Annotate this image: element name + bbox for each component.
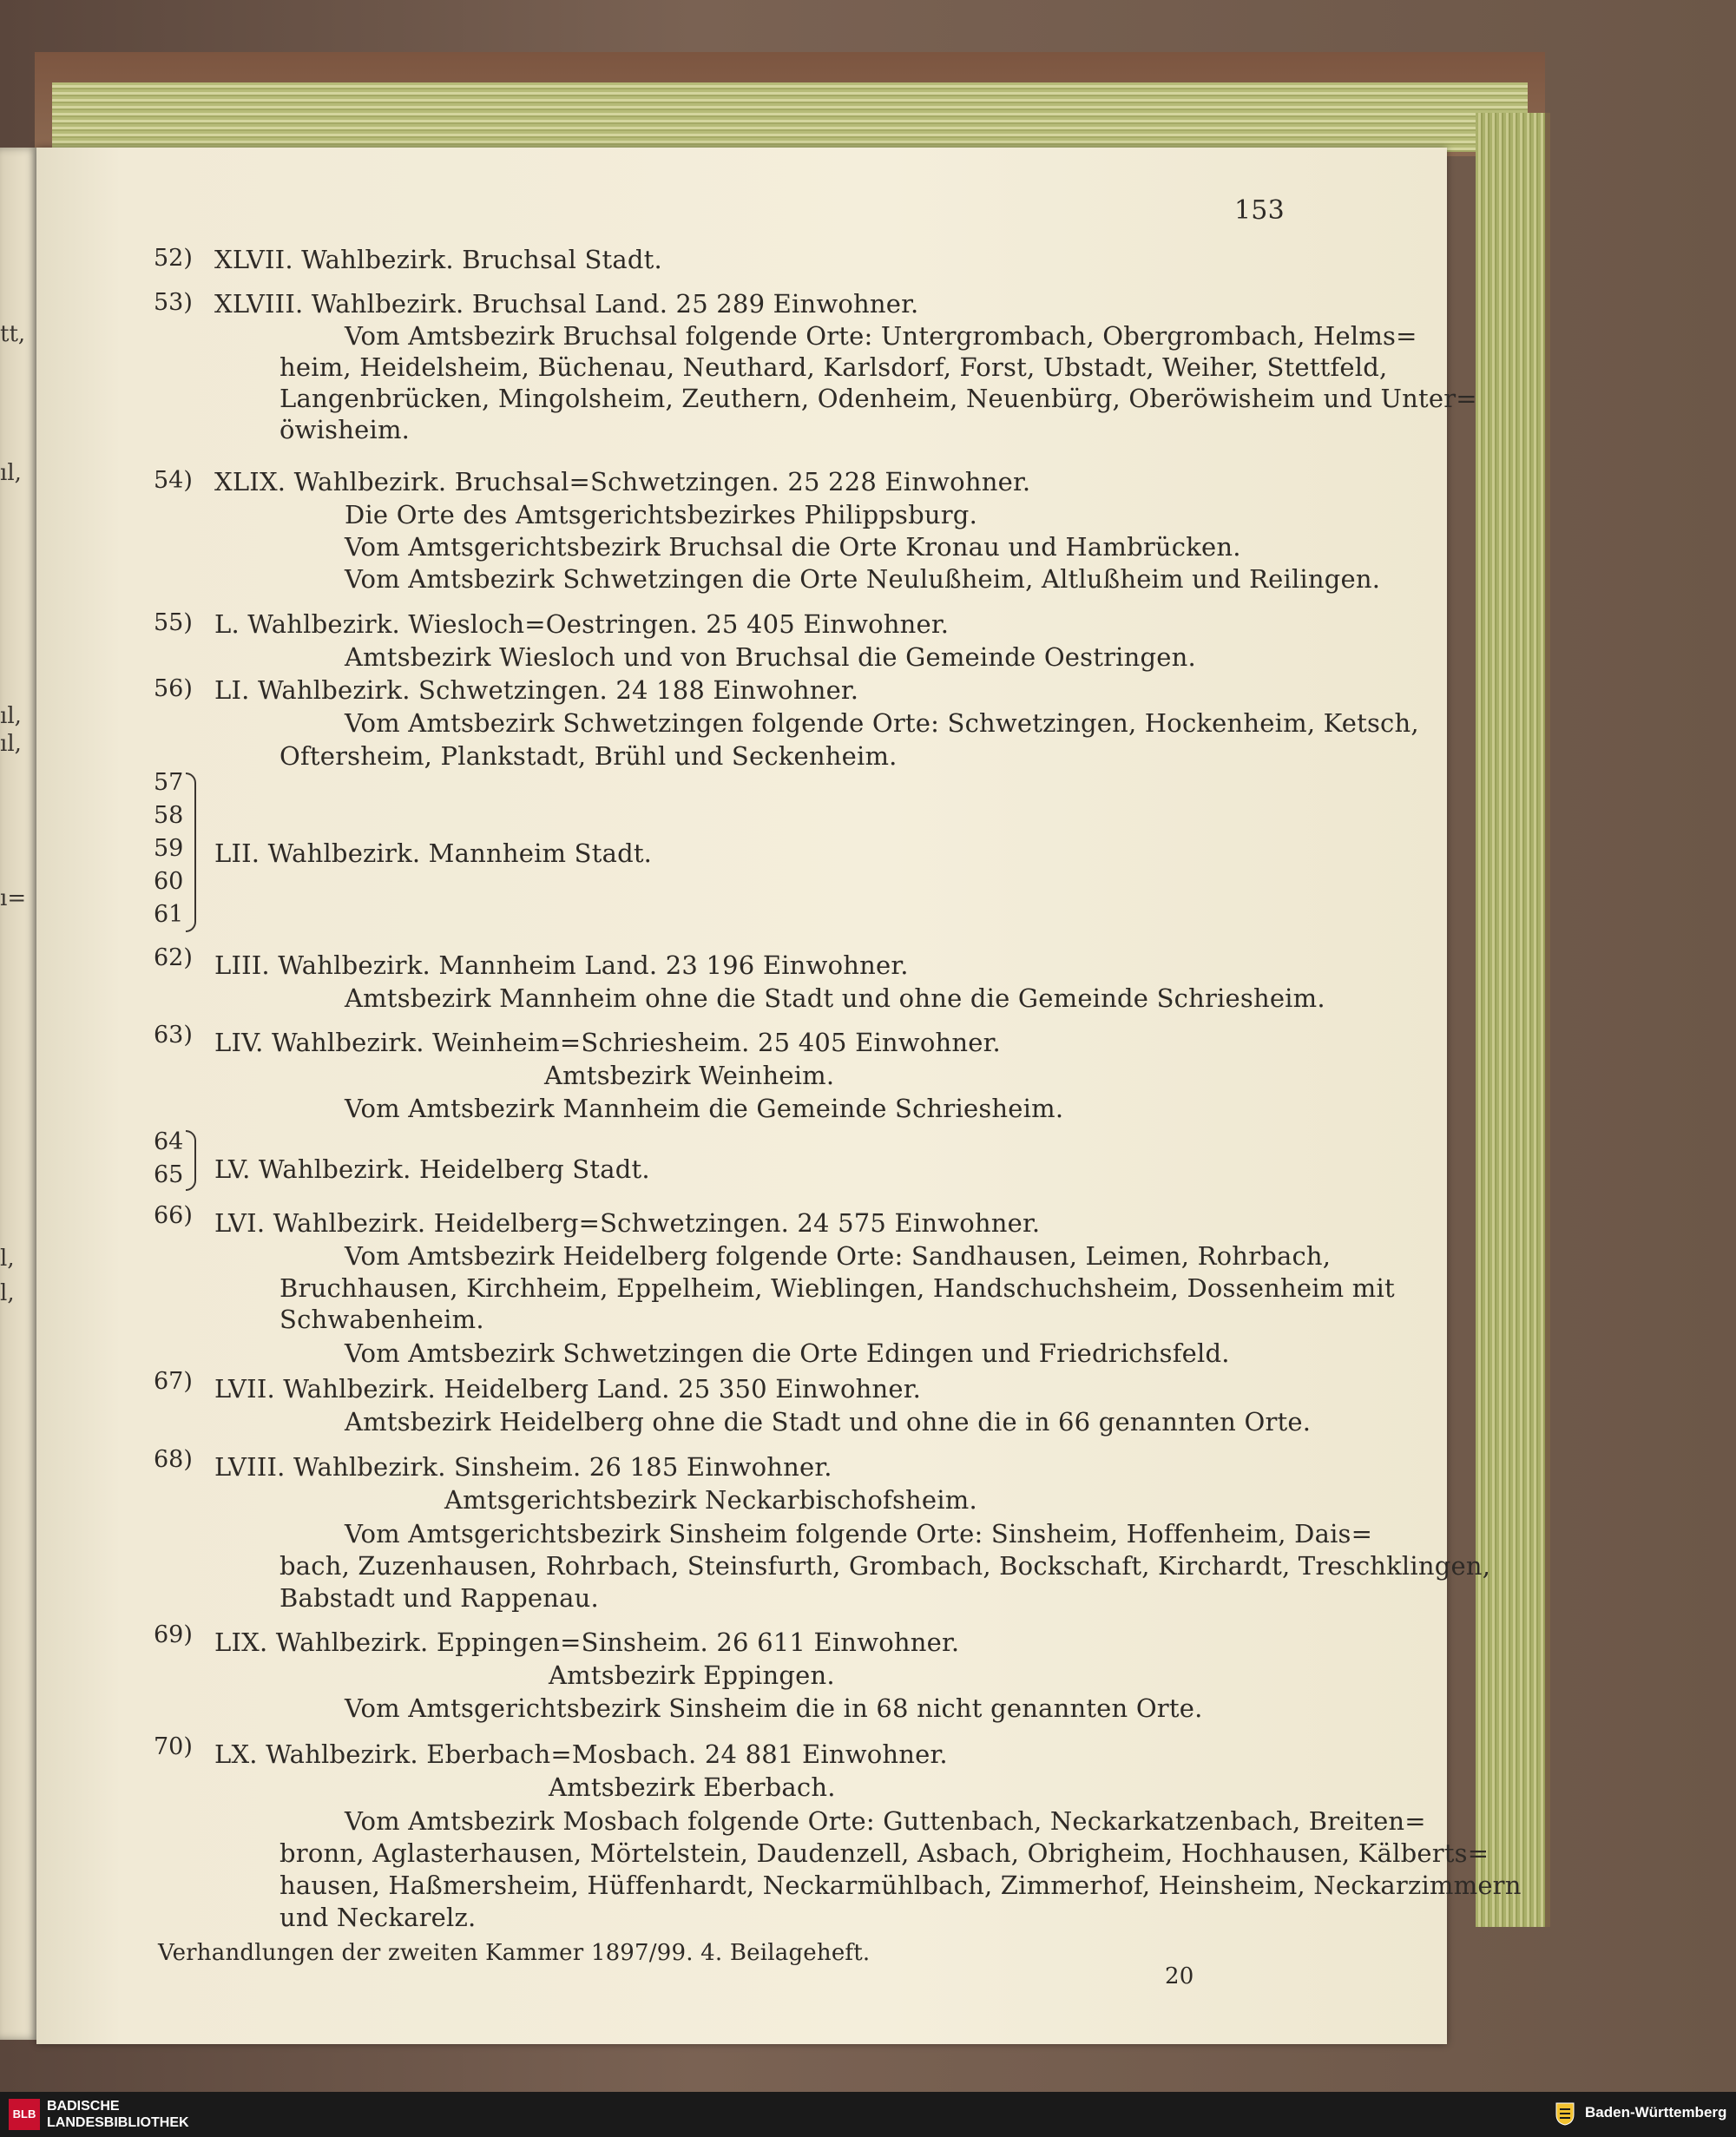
- entry-number: 60: [154, 868, 184, 895]
- entry-number: 67): [154, 1368, 193, 1395]
- entry-number: 55): [154, 609, 193, 636]
- entry-text: Oftersheim, Plankstadt, Brühl und Seckenheim.: [279, 741, 898, 771]
- entry-text: Vom Amtsgerichtsbezirk Sinsheim folgende Orte: Sinsheim, Hoffenheim, Dais=: [345, 1519, 1373, 1549]
- signature-mark: 20: [1165, 1963, 1194, 1989]
- entry-number: 54): [154, 467, 193, 494]
- entry-text: Amtsbezirk Eberbach.: [549, 1772, 836, 1802]
- left-fragment: l,: [0, 1246, 15, 1272]
- entry-text: Vom Amtsbezirk Mannheim die Gemeinde Schriesheim.: [345, 1094, 1064, 1123]
- bracket: [186, 773, 196, 932]
- entry-heading: LVII. Wahlbezirk. Heidelberg Land. 25 350 Einwohner.: [214, 1374, 922, 1404]
- entry-number: 58: [154, 802, 184, 829]
- entry-heading: LVI. Wahlbezirk. Heidelberg=Schwetzingen. 24 575 Einwohner.: [214, 1208, 1041, 1238]
- entry-number: 62): [154, 944, 193, 971]
- entry-text: bronn, Aglasterhausen, Mörtelstein, Daudenzell, Asbach, Obrigheim, Hochhausen, Kälberts=: [279, 1838, 1489, 1868]
- entry-heading: XLVII. Wahlbezirk. Bruchsal Stadt.: [214, 245, 662, 274]
- blb-name-line: BADISCHE: [47, 2099, 120, 2114]
- entry-text: Vom Amtsgerichtsbezirk Bruchsal die Orte Kronau und Hambrücken.: [345, 532, 1241, 562]
- entry-number: 65: [154, 1161, 184, 1188]
- entry-text: Bruchhausen, Kirchheim, Eppelheim, Wieblingen, Handschuchsheim, Dossenheim mit: [279, 1273, 1395, 1303]
- page-footer: Verhandlungen der zweiten Kammer 1897/99. 4. Beilageheft.: [158, 1940, 871, 1966]
- entry-number: 57: [154, 769, 184, 796]
- entry-text: Die Orte des Amtsgerichtsbezirkes Philippsburg.: [345, 500, 977, 529]
- entry-number: 68): [154, 1446, 193, 1473]
- blb-name[interactable]: [47, 2098, 189, 2131]
- left-fragment: tt,: [0, 321, 26, 347]
- entry-heading: L. Wahlbezirk. Wiesloch=Oestringen. 25 405 Einwohner.: [214, 609, 950, 639]
- entry-text: Babstadt und Rappenau.: [279, 1583, 599, 1613]
- left-page-edge: [0, 148, 38, 2040]
- entry-text: hausen, Haßmersheim, Hüffenhardt, Neckarmühlbach, Zimmerhof, Heinsheim, Neckarzimmern: [279, 1871, 1522, 1900]
- left-fragment: ıl,: [0, 731, 22, 757]
- entry-text: Vom Amtsbezirk Schwetzingen folgende Orte: Schwetzingen, Hockenheim, Ketsch,: [345, 708, 1419, 738]
- entry-text: Amtsbezirk Eppingen.: [549, 1660, 835, 1690]
- entry-number: 53): [154, 289, 193, 316]
- entry-text: Langenbrücken, Mingolsheim, Zeuthern, Odenheim, Neuenbürg, Oberöwisheim und Unter=: [279, 384, 1477, 413]
- blb-logo[interactable]: BLB: [9, 2099, 40, 2130]
- entry-text: Vom Amtsbezirk Schwetzingen die Orte Neulußheim, Altlußheim und Reilingen.: [345, 564, 1381, 594]
- entry-text: heim, Heidelsheim, Büchenau, Neuthard, Karlsdorf, Forst, Ubstadt, Weiher, Stettfeld,: [279, 352, 1388, 382]
- entry-number: 56): [154, 675, 193, 702]
- entry-text: Amtsbezirk Wiesloch und von Bruchsal die Gemeinde Oestringen.: [345, 642, 1196, 672]
- bw-coat-of-arms-icon: [1552, 2101, 1578, 2127]
- viewer-footer: [0, 2092, 1736, 2137]
- left-fragment: ı=: [0, 885, 27, 911]
- blb-name-line: LANDESBIBLIOTHEK: [47, 2115, 189, 2130]
- entry-heading: XLVIII. Wahlbezirk. Bruchsal Land. 25 289 Einwohner.: [214, 289, 919, 319]
- entry-text: Schwabenheim.: [279, 1305, 484, 1334]
- entry-number: 61: [154, 901, 184, 928]
- bw-name[interactable]: Baden-Württemberg: [1585, 2104, 1727, 2121]
- book-page: [36, 148, 1522, 2044]
- page-edges-right: [1476, 113, 1550, 1927]
- entry-heading: LIX. Wahlbezirk. Eppingen=Sinsheim. 26 611 Einwohner.: [214, 1627, 960, 1657]
- left-fragment: l,: [0, 1280, 15, 1306]
- entry-heading: LX. Wahlbezirk. Eberbach=Mosbach. 24 881 Einwohner.: [214, 1739, 948, 1769]
- entry-text: und Neckarelz.: [279, 1903, 477, 1932]
- entry-heading: LV. Wahlbezirk. Heidelberg Stadt.: [214, 1154, 650, 1184]
- entry-heading: LI. Wahlbezirk. Schwetzingen. 24 188 Einwohner.: [214, 675, 859, 705]
- entry-number: 66): [154, 1202, 193, 1229]
- left-fragment: ıl,: [0, 460, 22, 486]
- entry-heading: LIV. Wahlbezirk. Weinheim=Schriesheim. 25 405 Einwohner.: [214, 1028, 1001, 1057]
- entry-heading: LII. Wahlbezirk. Mannheim Stadt.: [214, 838, 653, 868]
- entry-heading: XLIX. Wahlbezirk. Bruchsal=Schwetzingen. 25 228 Einwohner.: [214, 467, 1031, 496]
- entry-number: 59: [154, 835, 184, 862]
- entry-text: öwisheim.: [279, 415, 411, 444]
- entry-text: Vom Amtsbezirk Mosbach folgende Orte: Guttenbach, Neckarkatzenbach, Breiten=: [345, 1806, 1426, 1836]
- entry-text: Amtsbezirk Weinheim.: [544, 1061, 835, 1090]
- entry-text: Vom Amtsbezirk Bruchsal folgende Orte: Untergrombach, Obergrombach, Helms=: [345, 321, 1417, 351]
- entry-number: 64: [154, 1128, 184, 1155]
- entry-text: Amtsbezirk Heidelberg ohne die Stadt und ohne die in 66 genannten Orte.: [345, 1407, 1312, 1437]
- entry-text: Vom Amtsbezirk Heidelberg folgende Orte: Sandhausen, Leimen, Rohrbach,: [345, 1241, 1332, 1271]
- page-edges-top: [52, 82, 1528, 152]
- page-number: 153: [1234, 195, 1285, 226]
- entry-text: Vom Amtsgerichtsbezirk Sinsheim die in 68 nicht genannten Orte.: [345, 1693, 1203, 1723]
- entry-text: Amtsbezirk Mannheim ohne die Stadt und ohne die Gemeinde Schriesheim.: [345, 983, 1325, 1013]
- entry-heading: LIII. Wahlbezirk. Mannheim Land. 23 196 Einwohner.: [214, 950, 909, 980]
- entry-text: Amtsgerichtsbezirk Neckarbischofsheim.: [444, 1485, 977, 1515]
- entry-number: 52): [154, 245, 193, 272]
- entry-number: 63): [154, 1022, 193, 1049]
- entry-number: 69): [154, 1621, 193, 1648]
- entry-text: bach, Zuzenhausen, Rohrbach, Steinsfurth, Grombach, Bockschaft, Kirchardt, Treschklingen,: [279, 1551, 1491, 1581]
- left-fragment: ıl,: [0, 703, 22, 729]
- bracket: [186, 1130, 196, 1191]
- entry-number: 70): [154, 1733, 193, 1760]
- entry-text: Vom Amtsbezirk Schwetzingen die Orte Edingen und Friedrichsfeld.: [345, 1338, 1230, 1368]
- entry-heading: LVIII. Wahlbezirk. Sinsheim. 26 185 Einwohner.: [214, 1452, 832, 1482]
